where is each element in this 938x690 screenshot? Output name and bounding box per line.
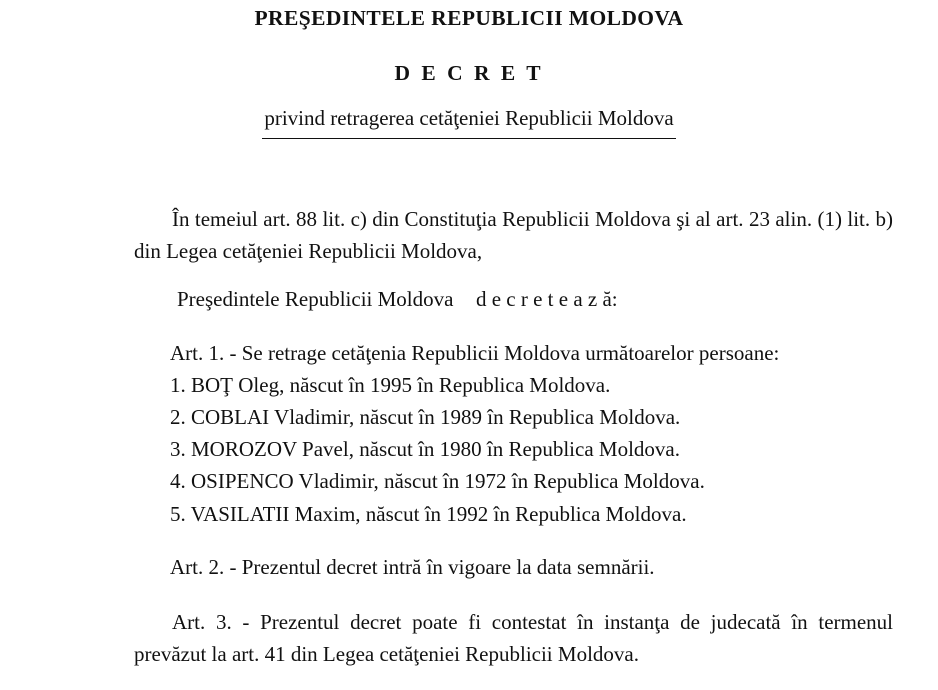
decree-clause — [177, 287, 618, 312]
person-item: 3. MOROZOV Pavel, născut în 1980 în Republica Moldova. — [170, 437, 680, 461]
person-item: 4. OSIPENCO Vladimir, născut în 1972 în Republica Moldova. — [170, 469, 705, 493]
subtitle-block — [0, 106, 938, 139]
person-item: 5. VASILATII Maxim, născut în 1992 în Republica Moldova. — [170, 502, 687, 526]
article-1-intro: Art. 1. - Se retrage cetăţenia Republicii Moldova următoarelor persoane: — [170, 341, 780, 365]
person-item: 1. BOŢ Oleg, născut în 1995 în Republica Moldova. — [170, 373, 611, 397]
document-subtitle: privind retragerea cetăţeniei Republicii Moldova — [262, 106, 675, 139]
preamble-paragraph: În temeiul art. 88 lit. c) din Constituţia Republicii Moldova şi al art. 23 alin. (1) lit. b) din Legea cetăţeniei Republicii Moldova, — [134, 207, 893, 263]
decree-subject: Preşedintele Republicii Moldova — [177, 287, 454, 311]
person-item: 2. COBLAI Vladimir, născut în 1989 în Republica Moldova. — [170, 405, 681, 429]
decree-verb: d e c r e t e a z ă: — [475, 287, 618, 311]
article-3: Art. 3. - Prezentul decret poate fi contestat în instanţa de judecată în termenul prevăzut la art. 41 din Legea cetăţeniei Republicii Moldova. — [134, 610, 893, 666]
article-2: Art. 2. - Prezentul decret intră în vigoare la data semnării. — [170, 555, 655, 579]
issuer-heading: PREŞEDINTELE REPUBLICII MOLDOVA — [254, 6, 684, 30]
document-title: D E C R E T — [394, 61, 544, 85]
